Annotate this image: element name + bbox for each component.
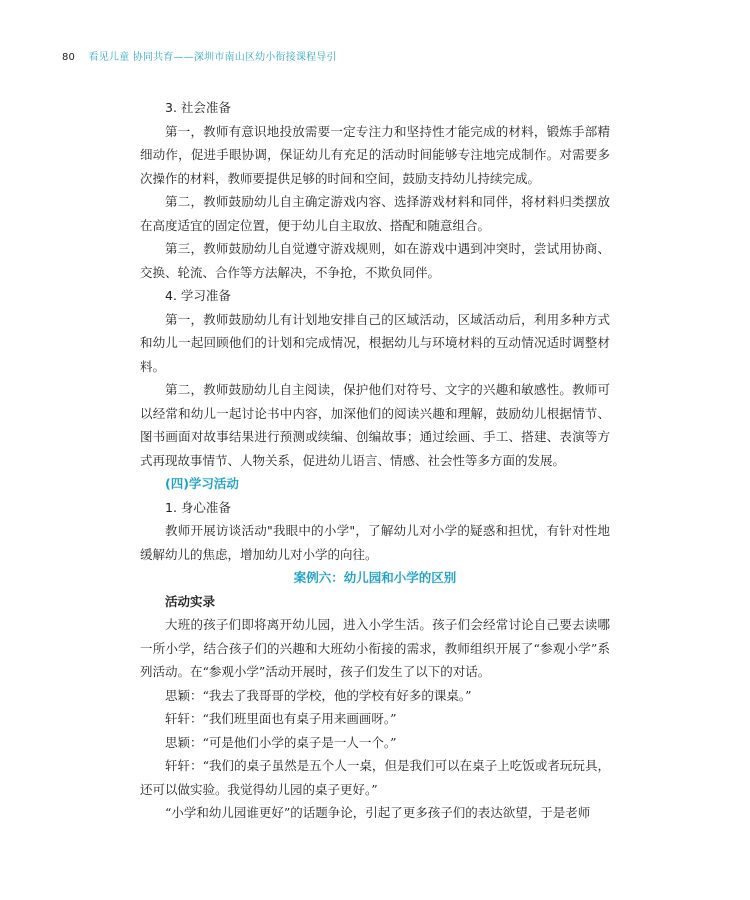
case-paragraph: “小学和幼儿园谁更好”的话题争论，引起了更多孩子们的表达欲望，于是老师	[165, 805, 591, 820]
section-heading: (四)学习活动	[165, 476, 239, 491]
dialogue-line: 思颖：“可是他们小学的桌子是一人一个。”	[165, 734, 397, 750]
paragraph: 第一，教师有意识地投放需要一定专注力和坚持性才能完成的材料，锻炼手部精细动作，促进手眼协调，保证幼儿有充足的活动时间能够专注地完成制作。对需要多次操作的材料，教师要提供足够的时间和空间，鼓励支持幼儿持续完成。	[140, 123, 610, 186]
paragraph: 第一，教师鼓励幼儿有计划地安排自己的区域活动，区域活动后，利用多种方式和幼儿一起回顾他们的计划和完成情况，根据幼儿与环境材料的互动情况适时调整材料。	[140, 311, 610, 374]
page-number: 80	[62, 52, 76, 63]
paragraph: 教师开展访谈活动"我眼中的小学"，了解幼儿对小学的疑惑和担忧，有针对性地缓解幼儿的焦虑，增加幼儿对小学的向往。	[140, 523, 610, 562]
dialogue-line: 思颖：“我去了我哥哥的学校，他的学校有好多的课桌。”	[165, 687, 472, 703]
subheading: 3. 社会准备	[165, 100, 231, 115]
paragraph: 第二，教师鼓励幼儿自主确定游戏内容、选择游戏材料和同伴，将材料归类摆放在高度适宜的固定位置，便于幼儿自主取放、搭配和随意组合。	[140, 194, 610, 233]
dialogue-line: 轩轩：“我们的桌子虽然是五个人一桌，但是我们可以在桌子上吃饭或者玩玩具，还可以做实验。我觉得幼儿园的桌子更好。”	[140, 758, 610, 797]
subheading: 4. 学习准备	[165, 288, 231, 303]
page-body	[140, 96, 610, 825]
subheading: 1. 身心准备	[165, 499, 231, 515]
running-header	[62, 48, 337, 63]
case-subheading: 活动实录	[165, 593, 216, 609]
dialogue-line: 轩轩：“我们班里面也有桌子用来画画呀。”	[165, 711, 397, 726]
case-paragraph: 大班的孩子们即将离开幼儿园，进入小学生活。孩子们会经常讨论自己要去读哪一所小学，结合孩子们的兴趣和大班幼小衔接的需求，教师组织开展了“参观小学”系列活动。在“参观小学”活动开展时，孩子们发生了以下的对话。	[140, 617, 610, 679]
case-title: 案例六：幼儿园和小学的区别	[293, 570, 457, 585]
paragraph: 第三，教师鼓励幼儿自觉遵守游戏规则，如在游戏中遇到冲突时，尝试用协商、交换、轮流、合作等方法解决，不争抢，不欺负同伴。	[140, 241, 610, 280]
book-title: 看见儿童 协同共育——深圳市南山区幼小衔接课程导引	[88, 52, 337, 63]
paragraph: 第二，教师鼓励幼儿自主阅读，保护他们对符号、文字的兴趣和敏感性。教师可以经常和幼儿一起讨论书中内容，加深他们的阅读兴趣和理解，鼓励幼儿根据情节、图书画面对故事结果进行预测或续编、创编故事；通过绘画、手工、搭建、表演等方式再现故事情节、人物关系，促进幼儿语言、情感、社会性等多方面的发展。	[140, 382, 610, 468]
